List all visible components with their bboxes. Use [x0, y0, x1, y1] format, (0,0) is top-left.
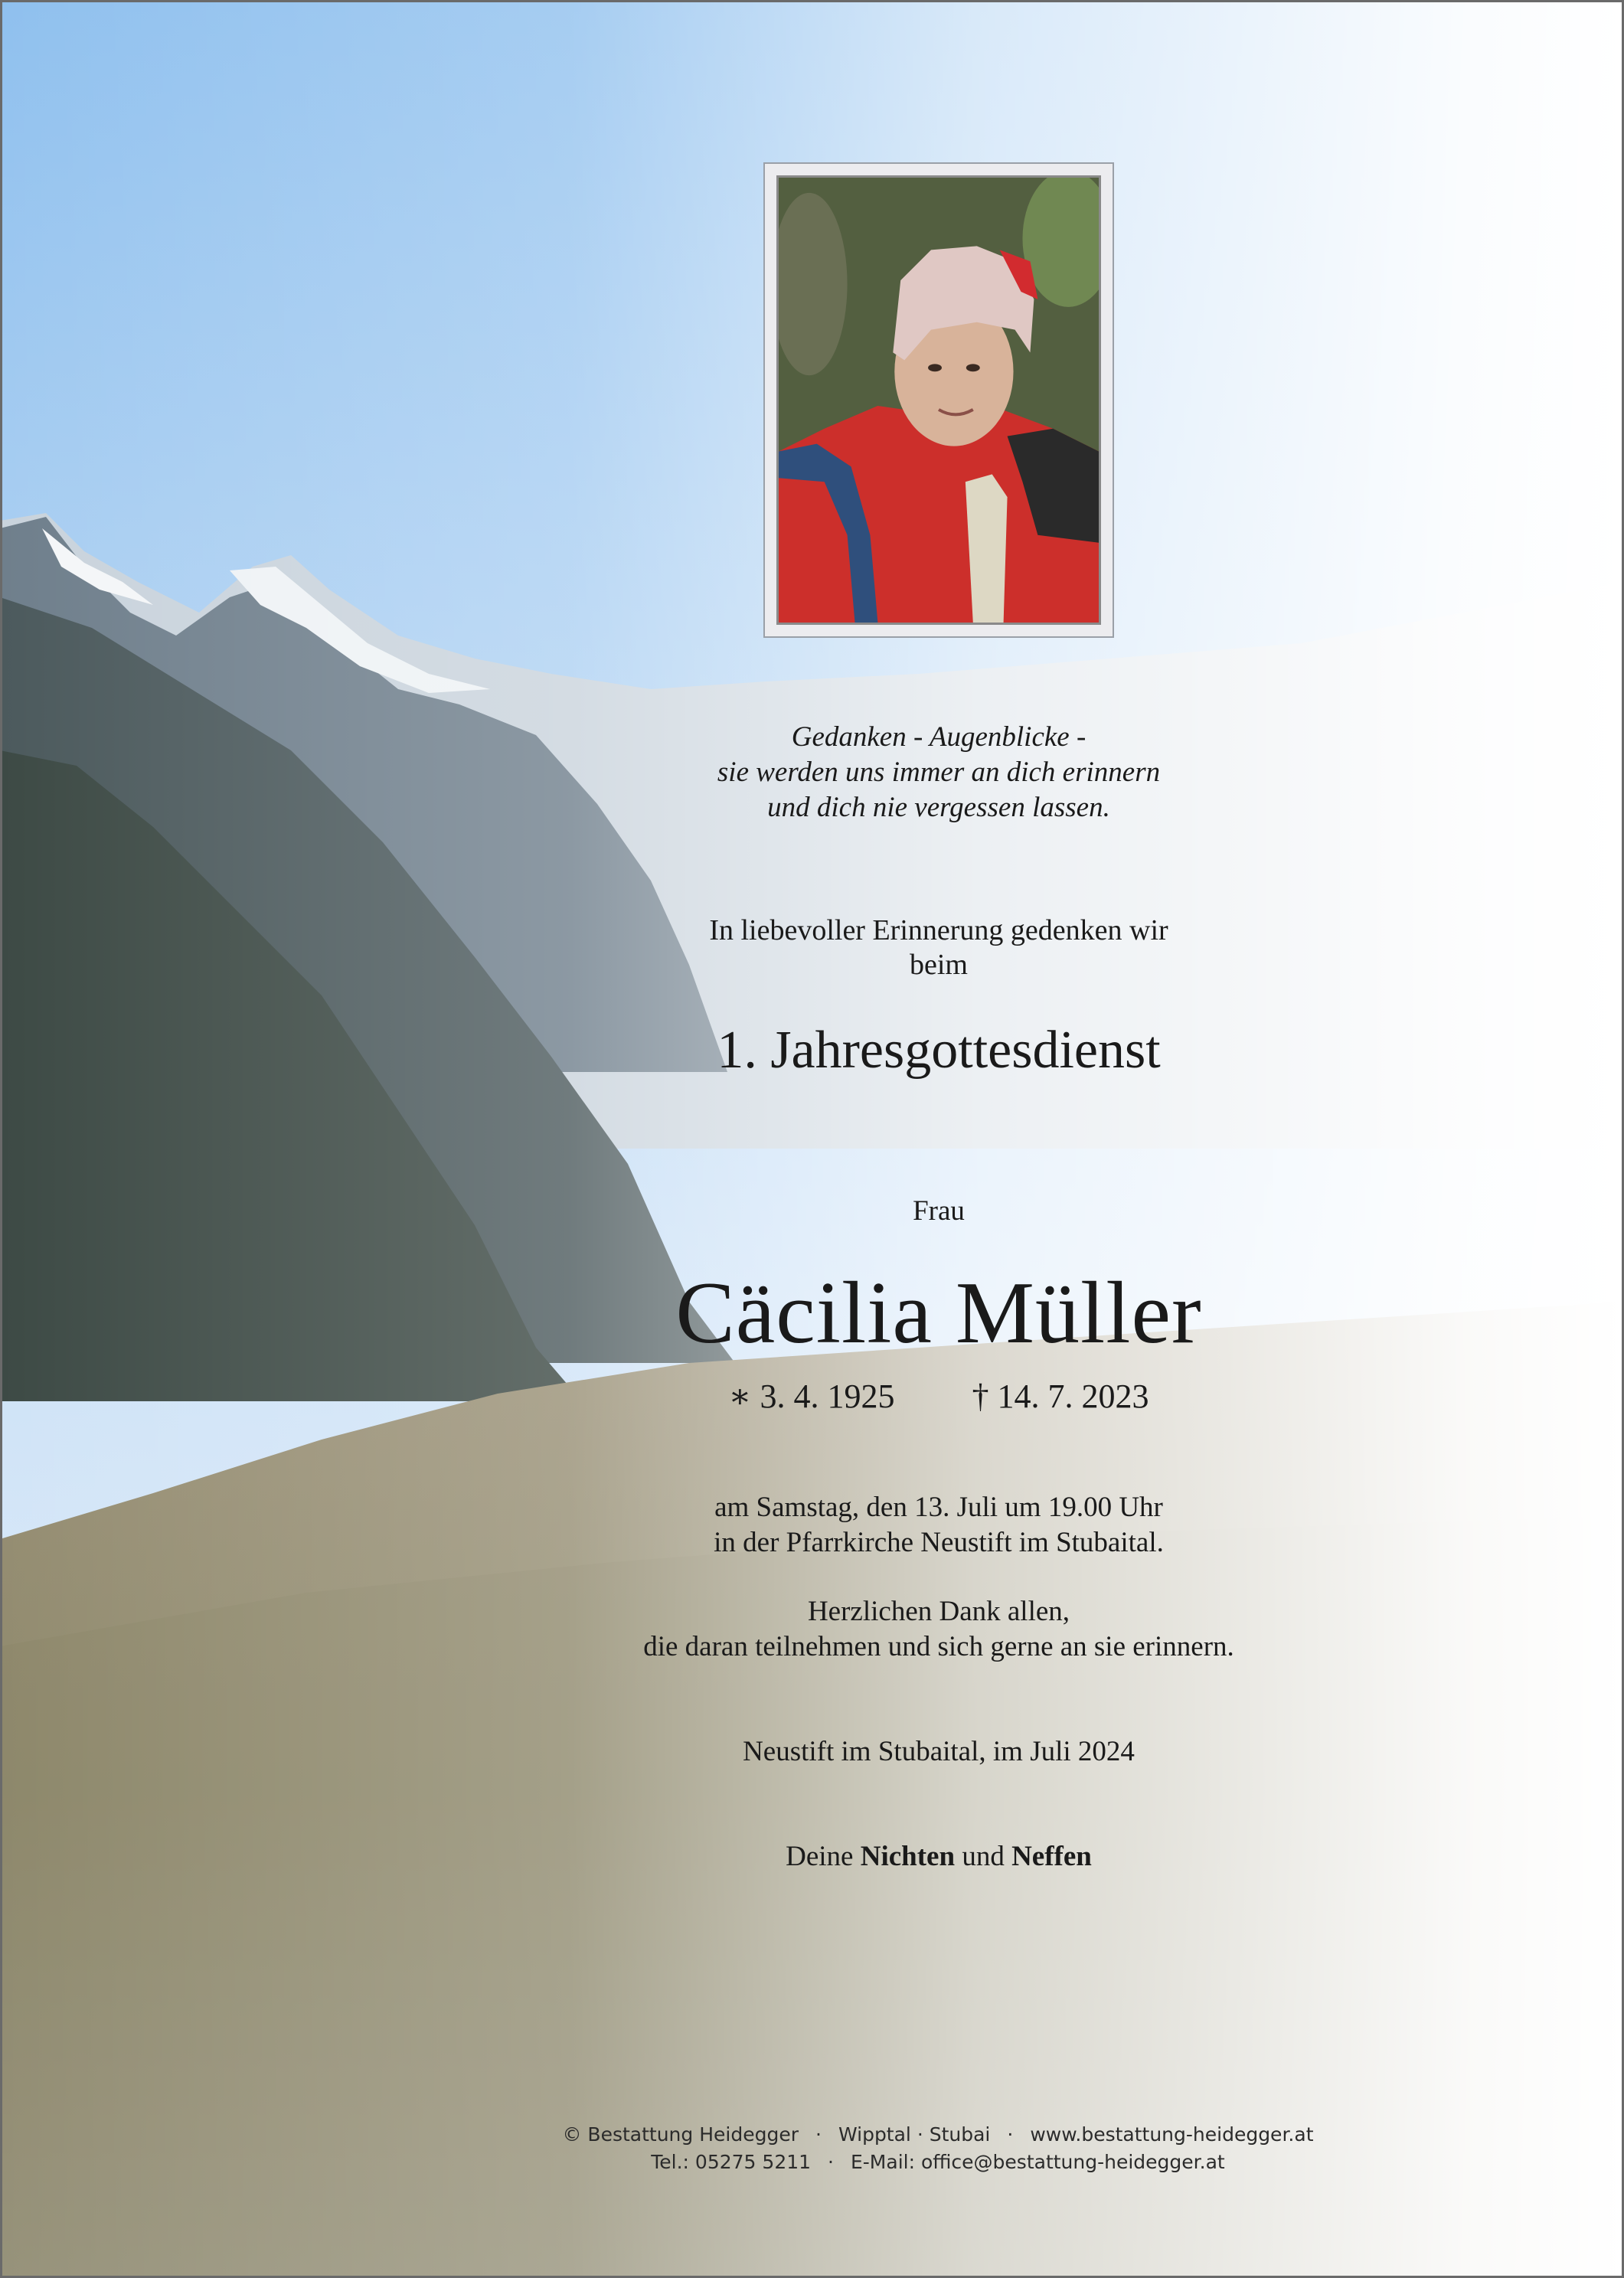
death-cross-icon: † — [972, 1378, 989, 1415]
service-line: am Samstag, den 13. Juli um 19.00 Uhr — [714, 1492, 1163, 1523]
footer-separator: · — [1007, 2123, 1014, 2146]
quote-line: und dich nie vergessen lassen. — [767, 792, 1110, 823]
place-and-date: Neustift im Stubaital, im Juli 2024 — [743, 1736, 1135, 1767]
footer-website-link[interactable]: www.bestattung-heidegger.at — [1030, 2123, 1314, 2146]
footer-phone: Tel.: 05275 5211 — [651, 2151, 812, 2173]
thanks-line: die daran teilnehmen und sich gerne an sie erinnern. — [643, 1631, 1234, 1662]
footer — [490, 2121, 1386, 2176]
quote-line: sie werden uns immer an dich erinnern — [717, 757, 1161, 788]
intro-line: In liebevoller Erinnerung gedenken wir — [709, 914, 1168, 946]
death-date: 14. 7. 2023 — [997, 1378, 1149, 1415]
footer-separator: · — [828, 2151, 834, 2173]
footer-line-1 — [490, 2121, 1386, 2149]
thanks-text — [590, 1594, 1288, 1665]
quote-line: Gedanken - Augenblicke - — [791, 721, 1086, 753]
signature — [590, 1839, 1288, 1874]
service-line: in der Pfarrkirche Neustift im Stubaital. — [714, 1527, 1164, 1558]
signature-nephews: Neffen — [1011, 1841, 1092, 1872]
event-title: 1. Jahresgottesdienst — [717, 1021, 1161, 1080]
footer-line-2 — [490, 2149, 1386, 2176]
service-details — [590, 1490, 1288, 1561]
intro-text — [590, 913, 1288, 982]
death-date-group — [972, 1376, 1149, 1417]
birth-date: 3. 4. 1925 — [760, 1378, 895, 1415]
salutation: Frau — [913, 1195, 965, 1227]
footer-region: Wipptal · Stubai — [838, 2123, 991, 2146]
thanks-line: Herzlichen Dank allen, — [807, 1596, 1070, 1627]
birth-date-group — [729, 1376, 895, 1417]
portrait-frame — [763, 162, 1114, 638]
birth-star-icon: ∗ — [728, 1378, 752, 1415]
footer-separator: · — [815, 2123, 822, 2146]
life-dates — [590, 1376, 1288, 1417]
footer-email-link[interactable]: E-Mail: office@bestattung-heidegger.at — [850, 2151, 1225, 2173]
memorial-quote — [590, 720, 1288, 825]
signature-nieces: Nichten — [860, 1841, 956, 1872]
footer-company: © Bestattung Heidegger — [562, 2123, 799, 2146]
signature-prefix: Deine — [786, 1841, 854, 1872]
intro-line: beim — [910, 949, 968, 981]
portrait-photo — [776, 175, 1101, 625]
deceased-name: Cäcilia Müller — [675, 1264, 1202, 1362]
signature-conjunction: und — [962, 1841, 1005, 1872]
